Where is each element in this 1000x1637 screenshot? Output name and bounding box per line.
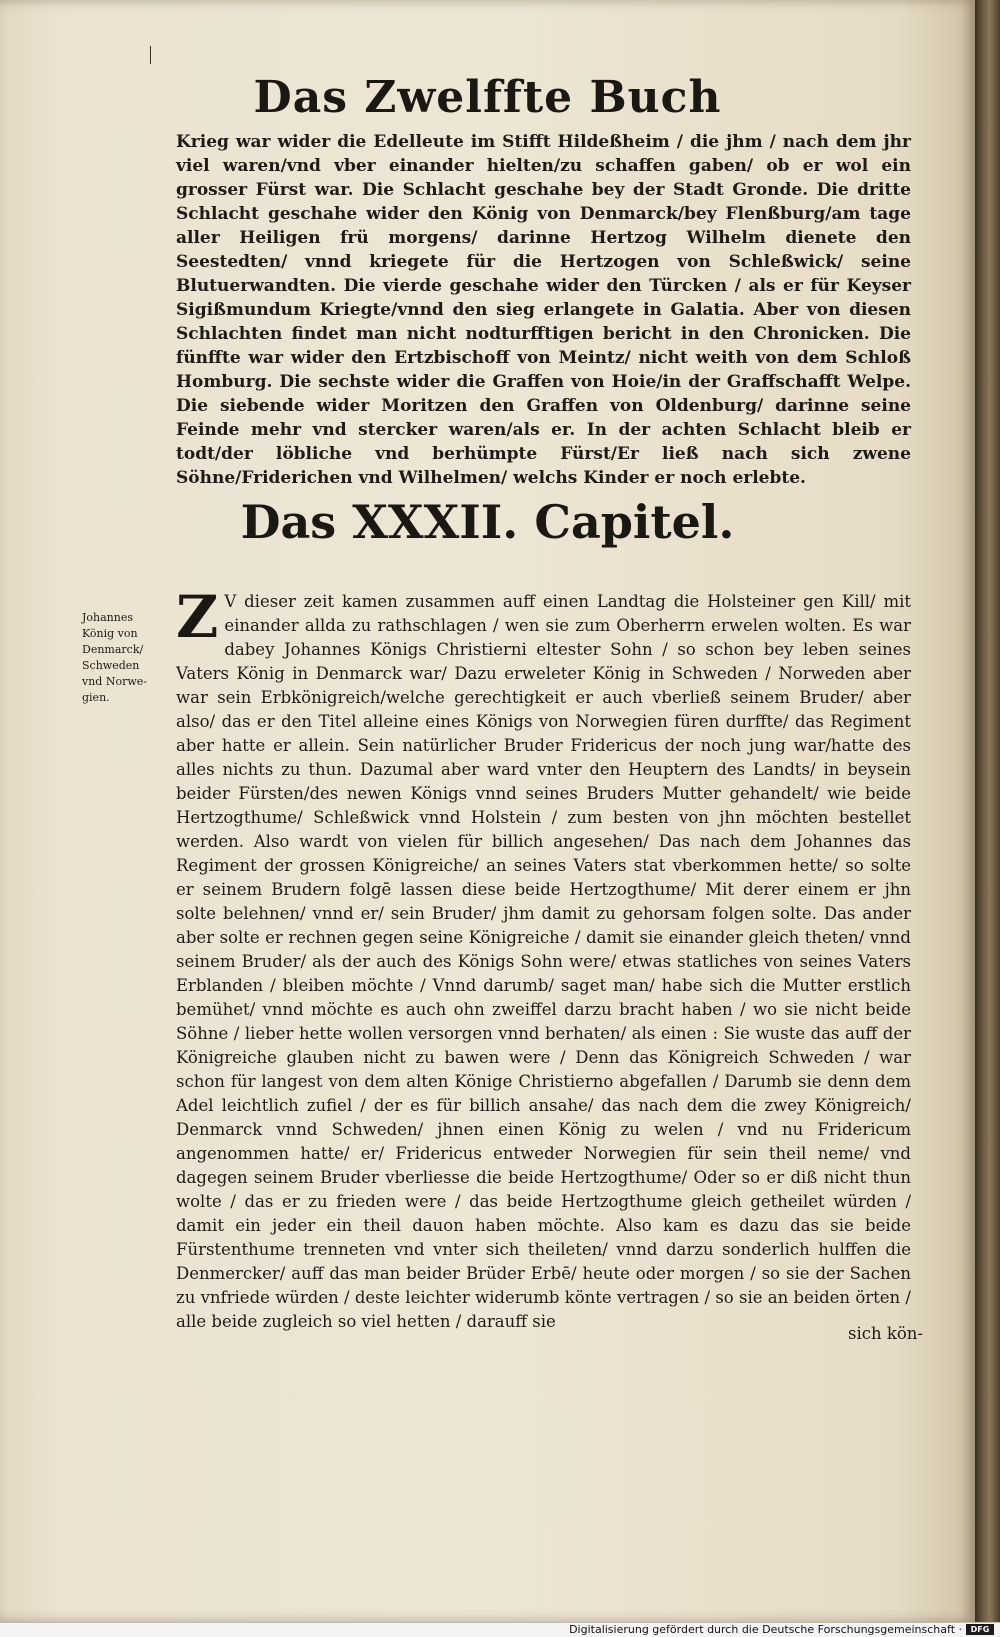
marginal-note-line: vnd Norwe- [82,675,147,688]
paragraph-main [176,583,911,1334]
book-spine [975,0,1000,1622]
marginal-note-line: gien. [82,691,110,704]
margin-mark [150,46,151,64]
marginal-note-line: Schweden [82,659,140,672]
running-head: Das Zwelffte Buch [253,72,722,123]
paragraph-main-text: V dieser zeit kamen zusammen auff einen Landtag die Holsteiner gen Kill/ mit einander allda zu rathschlagen / wen sie zum Oberherrn erwelen wolten. Es war dabey Johannes Königs Christierni eltester Sohn / so schon bey leben seines Vaters König in Denmarck war/ Dazu erweleter König in Schweden / Norweden aber war sein Erbkönigreich/welche gerechtigkeit er auch vberließ seinem Bruder/ aber also/ das er den Titel alleine eines Königs von Norwegien füren durffte/ das Regiment aber hatte er allein. Sein natürlicher Bruder Fridericus der noch jung war/hatte des alles nichts zu thun. Dazumal aber ward vnter den Heuptern des Landts/ in beysein beider Fürsten/des newen Königs vnnd seines Bruders Mutter gehandelt/ wie beide Hertzogthume/ Schleßwick vnnd Holstein / zum besten von jhn möchten bestellet werden. Also wardt von vielen für billich angesehen/ Das nach dem Johannes das Regiment der grossen Königreiche/ an seines Vaters stat vberkommen hette/ so solte er seinem Brudern folgē lassen diese beide Hertzogthume/ Mit derer einem er jhn solte belehnen/ vnnd er/ sein Bruder/ jhm damit zu gehorsam folgen solte. Das ander aber solte er rechnen gegen seine Königreiche / damit sie einander gleich theten/ vnnd seinem Bruder/ als der auch des Königs Sohn were/ etwas statliches von seines Vaters Erblanden / bleiben möchte / Vnnd darumb/ saget man/ habe sich die Mutter erstlich bemühet/ vnnd möchte es auch ohn zweiffel darzu bracht haben / wo sie nicht beide Söhne / lieber hette wollen versorgen vnnd berhaten/ als einen : Sie wuste das auff der Königreiche glauben nicht zu bawen were / Denn das Königreich Schweden / war schon für langest von dem alten Könige Christierno abgefallen / Darumb sie denn dem Adel leichtlich zufiel / der es für billich ansahe/ das nach dem die zwey Königreich/ Denmarck vnnd Schweden/ jhnen einen König zu welen / vnd nu Fridericum angenommen hatte/ er/ Fridericus entweder Norwegien für sein theil neme/ vnd dagegen seinem Bruder vberliesse die beide Hertzogthume/ Oder so er diß nicht thun wolte / das er zu frieden were / das beide Hertzogthume gleich getheilet würden / damit ein jeder ein theil dauon haben möchte. Also kam es dazu das sie beide Fürstenthume trenneten vnd vnter sich theileten/ vnnd darzu sonderlich hulffen die Denmercker/ auff das man beider Brüder Erbē/ heute oder morgen / so sie der Sachen zu vnfriede würden / deste leichter widerumb könte vertragen / so sie an beiden örten / alle beide zugleich so viel hetten / darauff sie [176,592,911,1331]
footer-bar [0,1622,1000,1637]
drop-cap: Z [176,583,219,651]
marginal-note [82,610,170,706]
marginal-note-line: König von [82,627,138,640]
catchword: sich kön- [848,1324,923,1343]
chapter-heading: Das XXXII. Capitel. [240,495,735,549]
marginal-note-line: Johannes [82,611,133,624]
dfg-logo: DFG [966,1624,994,1635]
paragraph-top: Krieg war wider die Edelleute im Stifft Hildeßheim / die jhm / nach dem jhr viel waren/vnd vber einander hielten/zu schaffen gaben/ ob er wol ein grosser Fürst war. Die Schlacht geschahe bey der Stadt Gronde. Die dritte Schlacht geschahe wider den König von Denmarck/bey Flenßburg/am tage aller Heiligen frü morgens/ darinne Hertzog Wilhelm dienete den Seestedten/ vnnd kriegete für die Hertzogen von Schleßwick/ seine Blutuerwandten. Die vierde geschahe wider den Türcken / als er für Keyser Sigißmundum Kriegte/vnnd den sieg erlangete in Galatia. Aber von diesen Schlachten findet man nicht nodturfftigen bericht in den Chronicken. Die fünffte war wider den Ertzbischoff von Meintz/ nicht weith von dem Schloß Homburg. Die sechste wider die Graffen von Hoie/in der Graffschafft Welpe. Die siebende wider Moritzen den Graffen von Oldenburg/ darinne seine Feinde mehr vnd stercker waren/als er. In der achten Schlacht bleib er todt/der löbliche vnd berhümpte Fürst/Er ließ nach sich zwene Söhne/Friderichen vnd Wilhelmen/ welchs Kinder er noch erlebte. [176,132,911,488]
marginal-note-line: Denmarck/ [82,643,144,656]
footer-credit: Digitalisierung gefördert durch die Deutsche Forschungsgemeinschaft · [569,1623,962,1636]
